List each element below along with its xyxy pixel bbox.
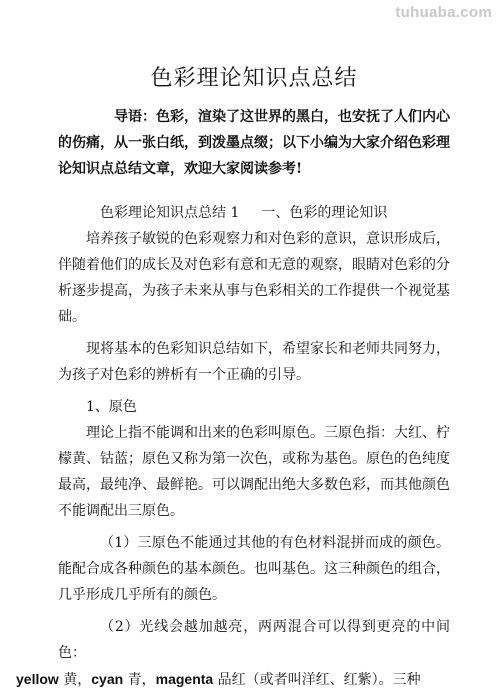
paragraph-observation: 培养孩子敏锐的色彩观察力和对色彩的意识，意识形成后，伴随着他们的成长及对色彩有意和无意的观察，眼睛对色彩的分析逐步提高，为孩子未来从事与色彩相关的工作提供一个视觉基础。 xyxy=(58,231,450,325)
word-magenta: magenta xyxy=(155,671,214,687)
document-body xyxy=(16,64,450,693)
point-2 xyxy=(16,614,450,693)
section-heading-right: 一、色彩的理论知识 xyxy=(261,205,388,221)
intro-paragraph: 导语：色彩，渲染了这世界的黑白，也安抚了人们内心的伤痛，从一张白纸，到泼墨点缀；以下小编为大家介绍色彩理论知识点总结文章，欢迎大家阅读参考! xyxy=(58,109,450,177)
paragraph-summary: 现将基本的色彩知识总结如下，希望家长和老师共同努力，为孩子对色彩的辨析有一个正确的引导。 xyxy=(58,341,450,383)
section-heading xyxy=(58,200,450,226)
word-yellow: yellow xyxy=(16,671,59,687)
paragraph-primary-colors: 理论上指不能调和出来的色彩叫原色。三原色指：大红、柠檬黄、钴蓝；原色又称为第一次色，或称为基色。原色的色纯度最高，最纯净、最鲜艳。可以调配出绝大多数色彩，而其他颜色不能调配出三原色。 xyxy=(58,425,450,519)
subheading-primary-colors: 1、原色 xyxy=(86,399,137,415)
point-2-prefix: （2）光线会越加越亮，两两混合可以得到更亮的中间色： xyxy=(58,619,450,661)
word-cyan-cn: 青， xyxy=(123,672,156,688)
word-cyan: cyan xyxy=(91,671,124,687)
word-yellow-cn: 黄， xyxy=(58,672,92,688)
section-heading-left: 色彩理论知识点总结 1 xyxy=(100,205,240,221)
point-1: （1）三原色不能通过其他的有色材料混拼而成的颜色。能配合成各种颜色的基本颜色。也叫基色。这三种颜色的组合，几乎形成几乎所有的颜色。 xyxy=(58,535,450,603)
word-magenta-cn: 品红（或者叫洋红、红紫）。三种 xyxy=(213,672,421,688)
document-title: 色彩理论知识点总结 xyxy=(150,66,358,91)
watermark-text: tuhuaba.com xyxy=(395,4,492,21)
